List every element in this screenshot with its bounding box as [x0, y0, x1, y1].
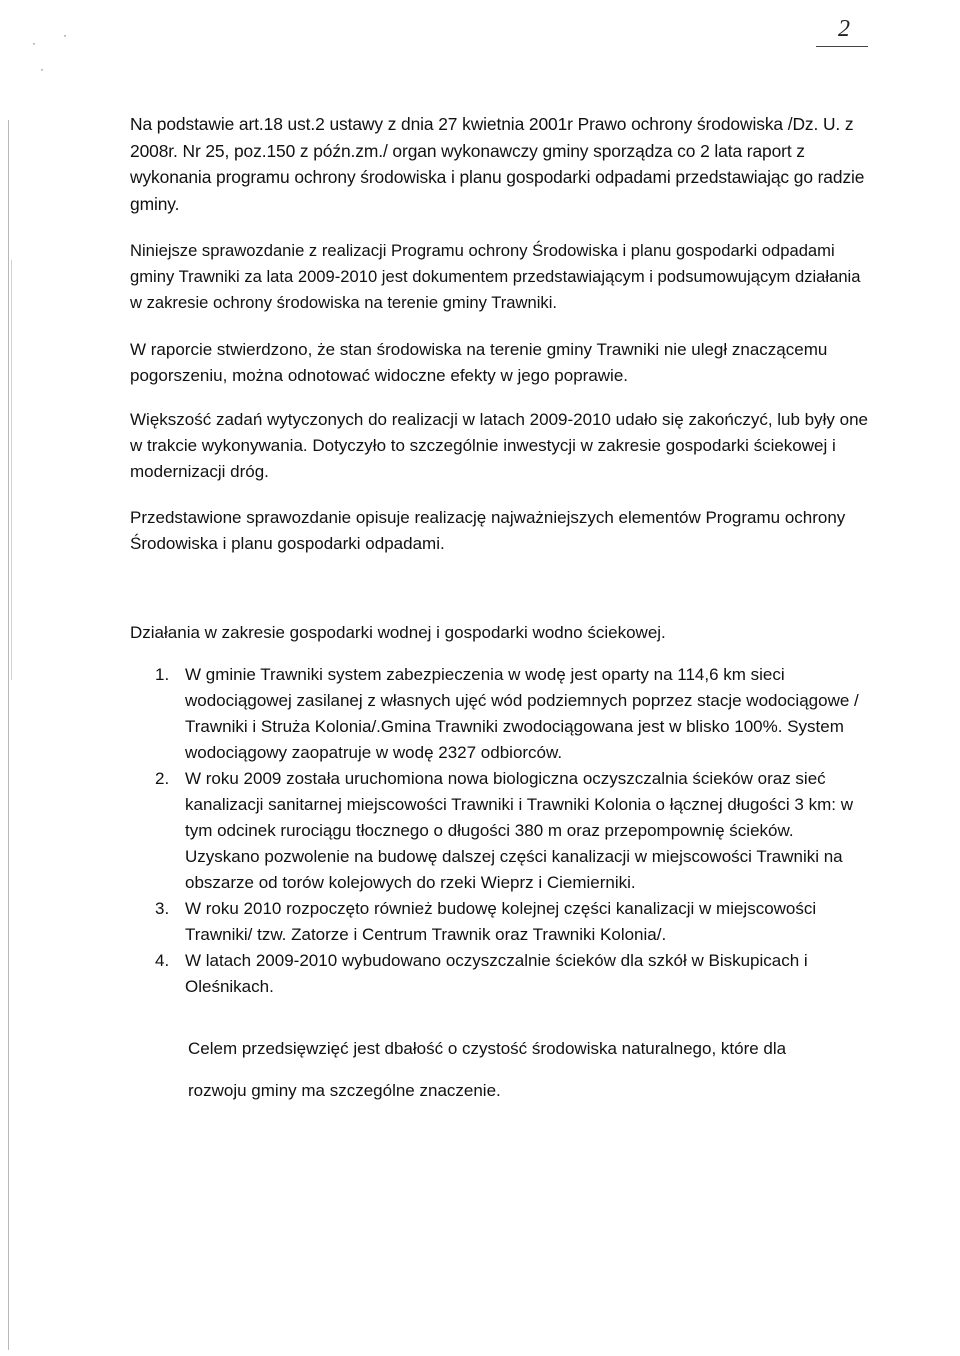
list-item-number: 3.	[155, 899, 170, 918]
list-item	[140, 948, 870, 1000]
list-item-number: 1.	[155, 665, 170, 684]
page-number: 2	[838, 16, 850, 42]
scan-speck: ·	[63, 28, 67, 42]
list-item-text: W roku 2009 została uruchomiona nowa biologiczna oczyszczalnia ścieków oraz sieć kanalizacji sanitarnej miejscowości Trawniki i Trawniki Kolonia o łącznej długości 3 km: w tym odcinek rurociągu tłocznego o długości 380 m oraz przepompownię ścieków. Uzyskano pozwolenie na budowę dalszej części kanalizacji w miejscowości Trawniki na obszarze od torów kolejowych do rzeki Wieprz i Ciemierniki.	[185, 769, 853, 892]
list-item-number: 4.	[155, 951, 170, 970]
closing-line: Celem przedsięwzięć jest dbałość o czystość środowiska naturalnego, które dla	[188, 1039, 787, 1058]
list-item-text: W roku 2010 rozpoczęto również budowę kolejnej części kanalizacji w miejscowości Trawniki/ tzw. Zatorze i Centrum Trawnik oraz Trawniki Kolonia/.	[185, 899, 817, 944]
page-number-underline	[816, 46, 868, 47]
report-purpose-paragraph: Niniejsze sprawozdanie z realizacji Programu ochrony Środowiska i planu gospodarki odpadami gminy Trawniki za lata 2009-2010 jest dokumentem przedstawiającym i podsumowującym działania w zakresie ochrony środowiska na terenie gminy Trawniki.	[130, 241, 861, 312]
list-item-text: W gminie Trawniki system zabezpieczenia w wodę jest oparty na 114,6 km sieci wodociągowej zasilanej z własnych ujęć wód podziemnych poprzez stacje wodociągowe / Trawniki i Strużа Kolonia/.Gmina Trawniki zwodociągowana jest w blisko 100%. System wodociągowy zaopatruje w wodę 2327 odbiorców.	[185, 665, 859, 762]
list-item-number: 2.	[155, 769, 170, 788]
section-heading: Działania w zakresie gospodarki wodnej i gospodarki wodno ściekowej.	[130, 623, 666, 642]
list-item-text: W latach 2009-2010 wybudowano oczyszczalnie ścieków dla szkół w Biskupicach i Oleśnikach.	[185, 951, 808, 996]
scan-speck: ·	[40, 62, 44, 76]
list-item	[140, 662, 870, 766]
list-item	[140, 896, 870, 948]
list-item	[140, 766, 870, 896]
closing-line: rozwoju gminy ma szczególne znaczenie.	[188, 1081, 501, 1100]
scope-paragraph: Przedstawione sprawozdanie opisuje realizację najważniejszych elementów Programu ochrony Środowiska i planu gospodarki odpadami.	[130, 508, 846, 553]
intro-paragraph: Na podstawie art.18 ust.2 ustawy z dnia 27 kwietnia 2001r Prawo ochrony środowiska /Dz. U. z 2008r. Nr 25, poz.150 z późn.zm./ organ wykonawczy gminy sporządza co 2 lata raport z wykonania programu ochrony środowiska i planu gospodarki odpadami przedstawiając go radzie gminy.	[130, 114, 865, 214]
scan-speck: ·	[32, 36, 36, 50]
tasks-paragraph: Większość zadań wytyczonych do realizacji w latach 2009-2010 udało się zakończyć, lub były one w trakcie wykonywania. Dotyczyło to szczególnie inwestycji w zakresie gospodarki ściekowej i modernizacji dróg.	[130, 410, 868, 481]
scan-edge-line	[8, 120, 9, 1350]
actions-list	[140, 662, 870, 1000]
findings-paragraph: W raporcie stwierdzono, że stan środowiska na terenie gminy Trawniki nie uległ znaczącemu pogorszeniu, można odnotować widoczne efekty w jego poprawie.	[130, 340, 828, 385]
scan-edge-line	[11, 260, 12, 680]
